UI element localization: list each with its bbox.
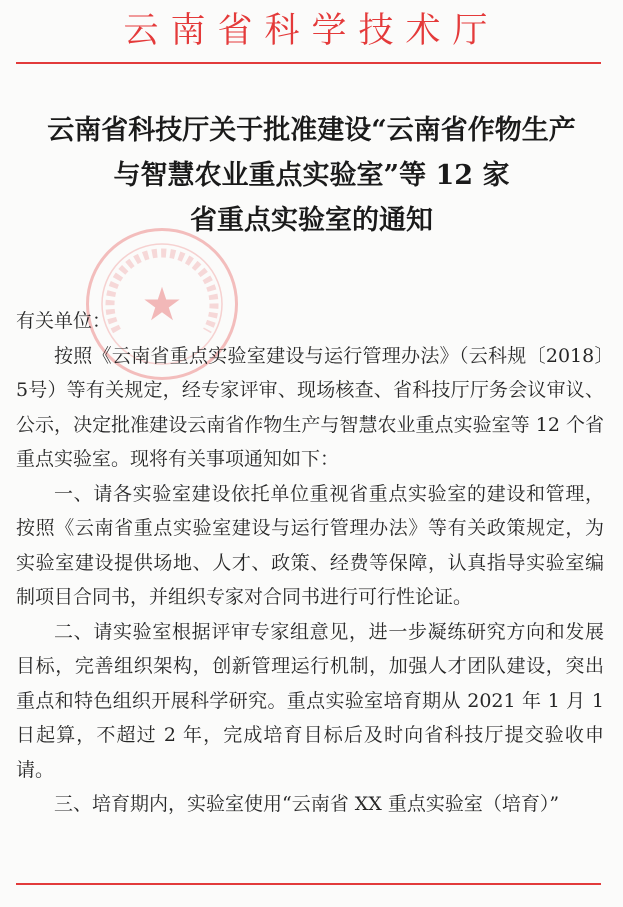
footer-red-rule: [16, 883, 601, 885]
paragraph-item-3: 三、培育期内，实验室使用“云南省 XX 重点实验室（培育）”: [54, 793, 560, 815]
paragraph-intro: 按照《云南省重点实验室建设与运行管理办法》（云科规〔2018〕5号）等有关规定，经专家评审、现场核查、省科技厅厅务会议审议、公示，决定批准建设云南省作物生产与智慧农业重点实验室等 12 个省重点实验室。现将有关事项通知如下：: [16, 344, 604, 470]
paragraph-item-2: 二、请实验室根据评审专家组意见，进一步凝练研究方向和发展目标，完善组织架构，创新管理运行机制，加强人才团队建设，突出重点和特色组织开展科学研究。重点实验室培育期从 2021 年 1 月 1 日起算，不超过 2 年，完成培育目标后及时向省科技厅提交验收申请。: [16, 620, 604, 781]
document-title: [0, 108, 623, 243]
title-line-2: 与智慧农业重点实验室”等 12 家: [113, 160, 510, 191]
salutation: 有关单位：: [16, 310, 112, 332]
title-line-1: 云南省科技厅关于批准建设“云南省作物生产: [47, 115, 576, 146]
document-body: [16, 304, 604, 822]
letterhead-red-rule: [16, 62, 601, 64]
title-line-3: 省重点实验室的通知: [190, 205, 433, 236]
paragraph-item-1: 一、请各实验室建设依托单位重视省重点实验室的建设和管理，按照《云南省重点实验室建设与运行管理办法》等有关政策规定，为实验室建设提供场地、人才、政策、经费等保障，认真指导实验室编制项目合同书，并组织专家对合同书进行可行性论证。: [16, 482, 604, 608]
seal-star-icon: ★: [141, 277, 183, 331]
letterhead-org-name: 云南省科学技术厅: [123, 11, 500, 51]
